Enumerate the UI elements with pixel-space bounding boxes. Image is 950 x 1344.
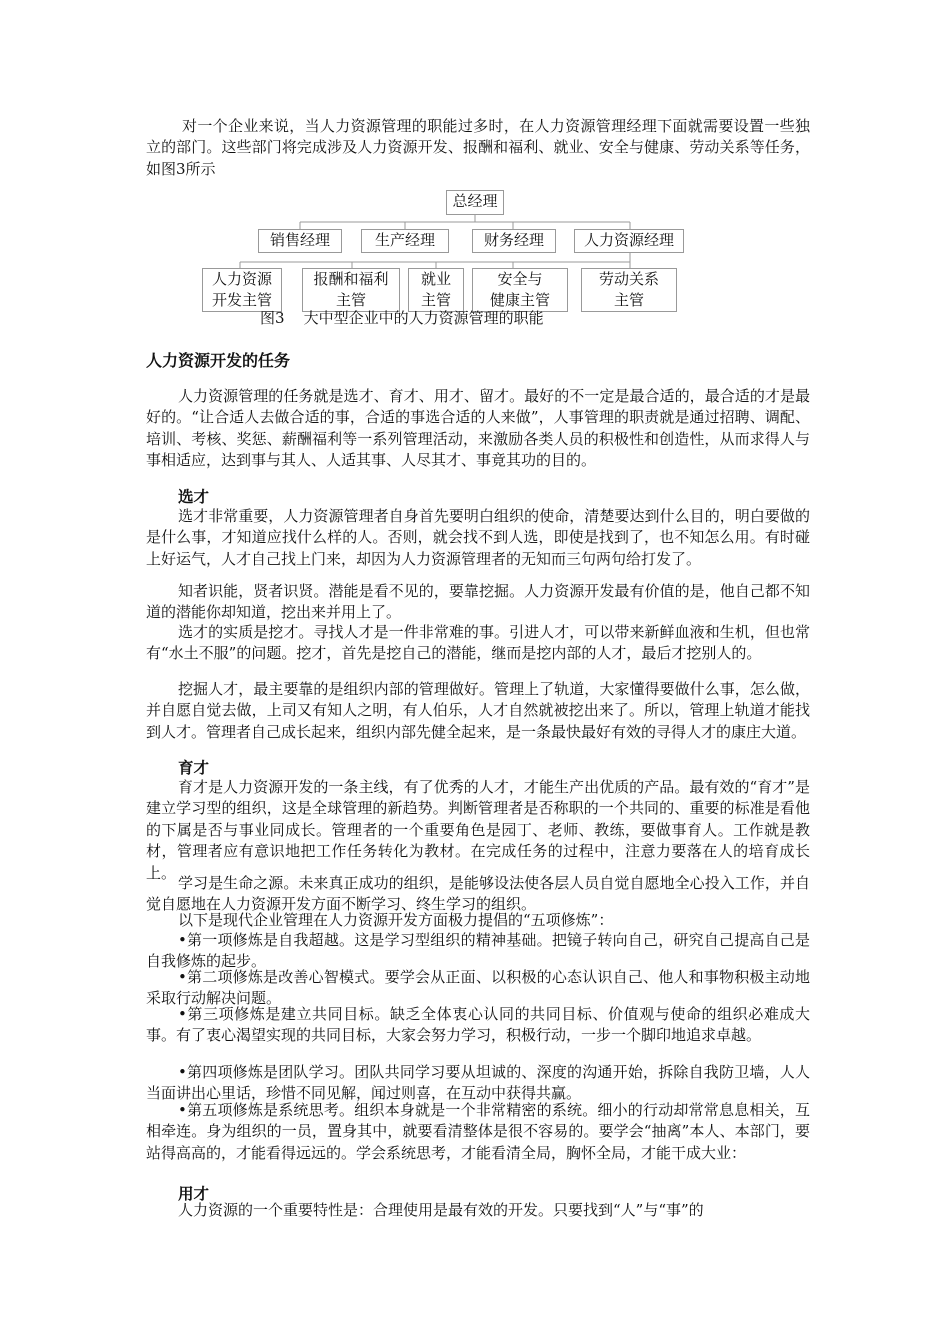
- paragraph: 选才非常重要，人力资源管理者自身首先要明白组织的使命，清楚要达到什么目的，明白要做的是什么事，才知道应找什么样的人。否则，就会找不到人选，即使是找到了，也不知怎么用。有时碰上好运气，人才自己找上门来，却因为人力资源管理者的无知而三句两句给打发了。: [146, 507, 810, 568]
- paragraph: 学习是生命之源。未来真正成功的组织，是能够设法使各层人员自觉自愿地全心投入工作，并自觉自愿地在人力资源开发方面不断学习、终生学习的组织。: [146, 874, 810, 914]
- org-box-sales-manager: 销售经理: [258, 229, 342, 253]
- org-box-hr-development-supervisor: [202, 268, 282, 312]
- supervisor-line2: 主管: [613, 291, 644, 309]
- org-box-production-manager: 生产经理: [361, 229, 449, 253]
- subheading-yucai: 育才: [178, 759, 210, 777]
- supervisor-line1: 安全与: [497, 270, 543, 288]
- paragraph: 人力资源管理的任务就是选才、育才、用才、留才。最好的不一定是最合适的，最合适的才是最好的。“让合适人去做合适的事，合适的事选合适的人来做”，人事管理的职责就是通过招聘、调配、培训、考核、奖惩、薪酬福利等一系列管理活动，来激励各类人员的积极性和创造性，从而求得人与事相适应，达到事与其人、人适其事、人尽其才、事竟其功的目的。: [146, 387, 810, 470]
- org-box-compensation-supervisor: [302, 268, 400, 312]
- intro-paragraph: 对一个企业来说，当人力资源管理的职能过多时，在人力资源管理经理下面就需要设置一些独立的部门。这些部门将完成涉及人力资源开发、报酬和福利、就业、安全与健康、劳动关系等任务，如图3所示: [146, 117, 810, 178]
- bullet-item: •第五项修炼是系统思考。组织本身就是一个非常精密的系统。细小的行动却常常息息相关，互相牵连。身为组织的一员，置身其中，就要看清整体是很不容易的。要学会“抽离”本人、本部门，要站得高高的，才能看得远远的。学会系统思考，才能看清全局，胸怀全局，才能干成大业：: [146, 1101, 810, 1162]
- paragraph: 选才的实质是挖才。寻找人才是一件非常难的事。引进人才，可以带来新鲜血液和生机，但也常有“水土不服”的问题。挖才，首先是挖自己的潜能，继而是挖内部的人才，最后才挖别人的。: [146, 623, 810, 663]
- org-box-employment-supervisor: [408, 268, 464, 312]
- section-title: 人力资源开发的任务: [146, 351, 291, 370]
- paragraph: 知者识能，贤者识贤。潜能是看不见的，要靠挖掘。人力资源开发最有价值的是，他自己都不知道的潜能你却知道，挖出来并用上了。: [146, 582, 810, 622]
- paragraph: 挖掘人才，最主要靠的是组织内部的管理做好。管理上了轨道，大家懂得要做什么事，怎么做，并自愿自觉去做，上司又有知人之明，有人伯乐，人才自然就被挖出来了。所以，管理上轨道才能找到人才。管理者自己成长起来，组织内部先健全起来，是一条最快最好有效的寻得人才的康庄大道。: [146, 680, 810, 741]
- supervisor-line1: 报酬和福利: [313, 270, 389, 288]
- supervisor-line2: 开发主管: [211, 291, 272, 309]
- bullet-item: •第四项修炼是团队学习。团队共同学习要从坦诚的、深度的沟通开始，拆除自我防卫墙，人人当面讲出心里话，珍惜不同见解，闻过则喜，在互动中获得共赢。: [146, 1063, 810, 1103]
- paragraph: 以下是现代企业管理在人力资源开发方面极力提倡的“五项修炼”：: [178, 911, 614, 929]
- org-box-hr-manager: 人力资源经理: [574, 229, 684, 253]
- bullet-item: •第三项修炼是建立共同目标。缺乏全体衷心认同的共同目标、价值观与使命的组织必难成大事。有了衷心渴望实现的共同目标，大家会努力学习，积极行动，一步一个脚印地追求卓越。: [146, 1005, 810, 1045]
- org-box-safety-health-supervisor: [472, 268, 568, 312]
- bullet-item: •第一项修炼是自我超越。这是学习型组织的精神基础。把镜子转向自己，研究自己提高自己是自我修炼的起步。: [146, 931, 810, 971]
- subheading-yongcai: 用才: [178, 1185, 210, 1203]
- org-box-general-manager: 总经理: [446, 190, 504, 215]
- paragraph: 人力资源的一个重要特性是：合理使用是最有效的开发。只要找到“人”与“事”的: [178, 1201, 704, 1219]
- supervisor-line1: 人力资源: [211, 270, 272, 288]
- supervisor-line1: 劳动关系: [598, 270, 659, 288]
- org-box-labor-relations-supervisor: [581, 268, 677, 312]
- paragraph: 育才是人力资源开发的一条主线，有了优秀的人才，才能生产出优质的产品。最有效的“育才”是建立学习型的组织，这是全球管理的新趋势。判断管理者是否称职的一个共同的、重要的标准是看他的下属是否与事业同成长。管理者的一个重要角色是园丁、老师、教练，要做事育人。工作就是教材，管理者应有意识地把工作任务转化为教材。在完成任务的过程中，注意力要落在人的培育成长上。: [146, 778, 810, 882]
- bullet-item: •第二项修炼是改善心智模式。要学会从正面、以积极的心态认识自己、他人和事物积极主动地采取行动解决问题。: [146, 968, 810, 1008]
- figure-caption: 图3 大中型企业中的人力资源管理的职能: [260, 309, 544, 327]
- org-box-finance-manager: 财务经理: [472, 229, 556, 253]
- supervisor-line2: 主管: [420, 291, 451, 309]
- supervisor-line2: 健康主管: [489, 291, 550, 309]
- supervisor-line2: 主管: [335, 291, 366, 309]
- supervisor-line1: 就业: [420, 270, 451, 288]
- subheading-xuancai: 选才: [178, 488, 210, 506]
